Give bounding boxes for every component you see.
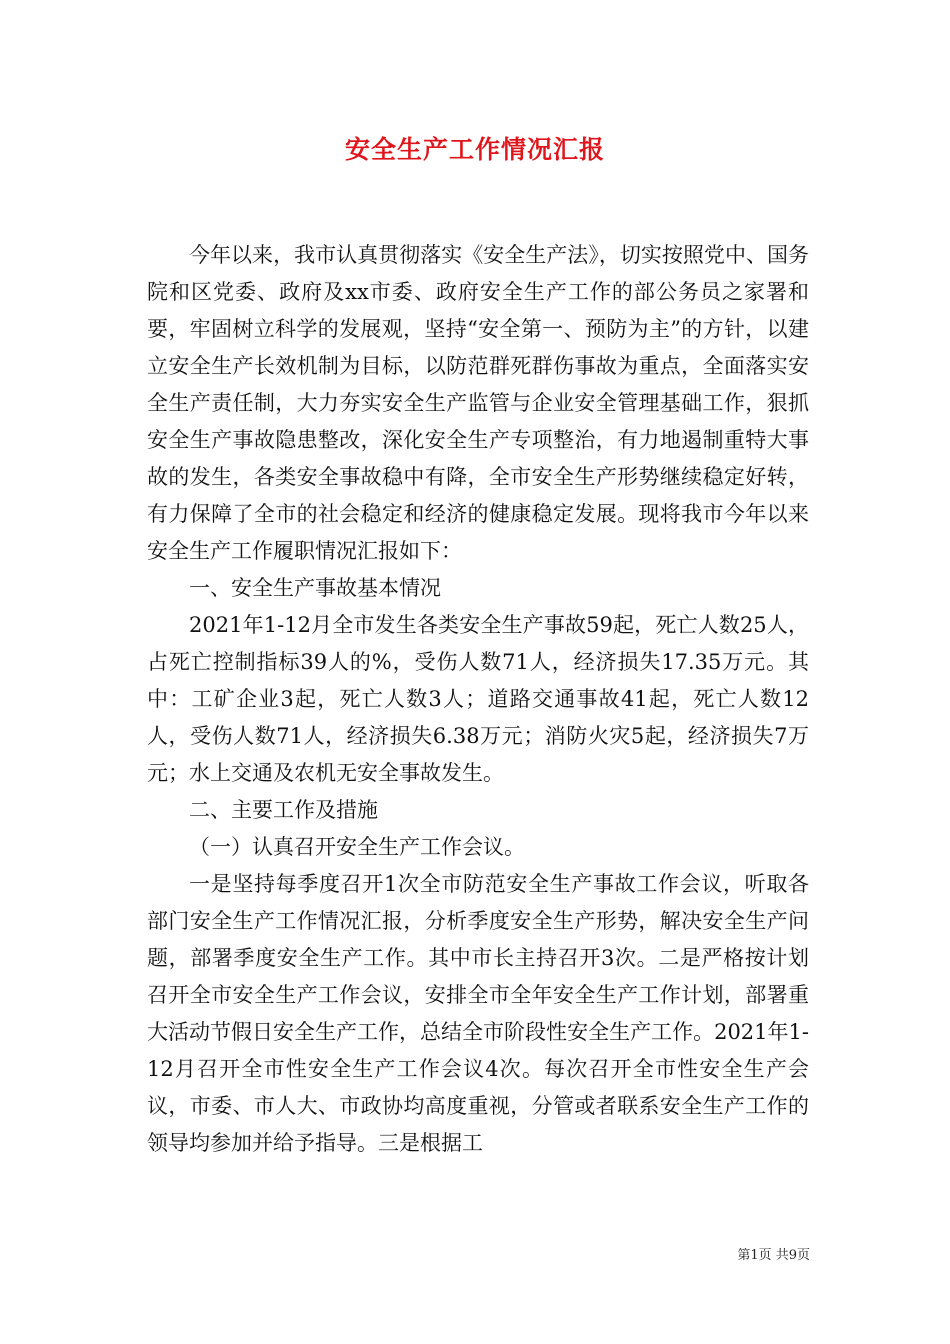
document-body — [147, 237, 809, 1162]
intro-paragraph: 今年以来，我市认真贯彻落实《安全生产法》，切实按照党中、国务院和区党委、政府及xx市委、政府安全生产工作的部公务员之家署和要，牢固树立科学的发展观，坚持“安全第一、预防为主”的方针，以建立安全生产长效机制为目标，以防范群死群伤事故为重点，全面落实安全生产责任制，大力夯实安全生产监管与企业安全管理基础工作，狠抓安全生产事故隐患整改，深化安全生产专项整治，有力地遏制重特大事故的发生，各类安全事故稳中有降，全市安全生产形势继续稳定好转，有力保障了全市的社会稳定和经济的健康稳定发展。现将我市今年以来安全生产工作履职情况汇报如下： — [147, 243, 809, 563]
section-heading-2: 二、主要工作及措施 — [189, 798, 378, 822]
document-title: 安全生产工作情况汇报 — [344, 135, 605, 164]
subsection-heading-1: （一）认真召开安全生产工作会议。 — [189, 835, 525, 859]
section-heading-1: 一、安全生产事故基本情况 — [189, 576, 441, 600]
meetings-paragraph: 一是坚持每季度召开1次全市防范安全生产事故工作会议，听取各部门安全生产工作情况汇报，分析季度安全生产形势，解决安全生产问题，部署季度安全生产工作。其中市长主持召开3次。二是严格按计划召开全市安全生产工作会议，安排全市全年安全生产工作计划，部署重大活动节假日安全生产工作，总结全市阶段性安全生产工作。2021年1-12月召开全市性安全生产工作会议4次。每次召开全市性安全生产会议，市委、市人大、市政协均高度重视，分管或者联系安全生产工作的领导均参加并给予指导。三是根据工 — [147, 872, 809, 1155]
accident-statistics-paragraph: 2021年1-12月全市发生各类安全生产事故59起，死亡人数25人，占死亡控制指标39人的%，受伤人数71人，经济损失17.35万元。其中：工矿企业3起，死亡人数3人；道路交通事故41起，死亡人数12人，受伤人数71人，经济损失6.38万元；消防火灾5起，经济损失7万元；水上交通及农机无安全事故发生。 — [147, 613, 809, 785]
page-number-footer: 第1页 共9页 — [737, 1248, 810, 1263]
